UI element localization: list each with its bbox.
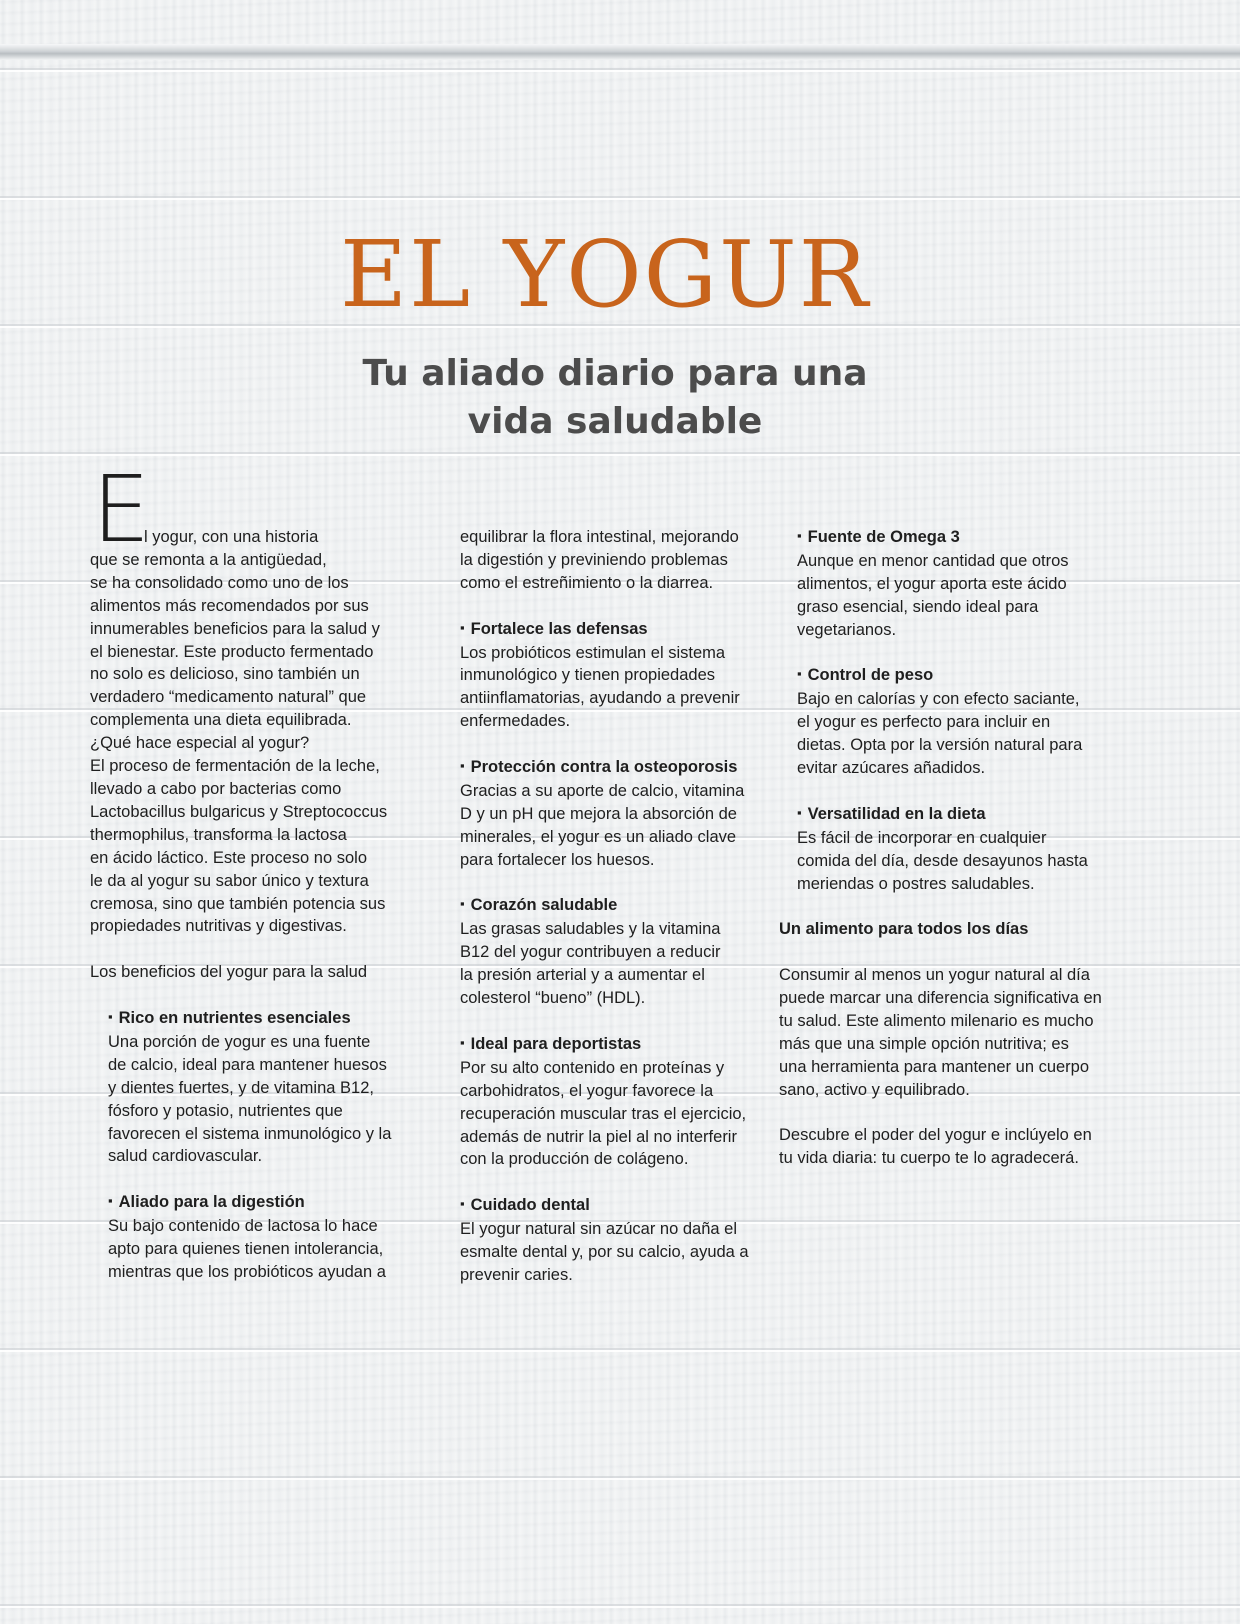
intro-line: verdadero “medicamento natural” que <box>90 688 367 707</box>
intro-line: ¿Qué hace especial al yogur? <box>90 734 310 753</box>
benefit-line: además de nutrir la piel al no interferir <box>460 1127 737 1146</box>
benefit-line: Por su alto contenido en proteínas y <box>460 1058 725 1077</box>
intro-line: l yogur, con una historia <box>144 528 319 546</box>
benefit-line: prevenir caries. <box>460 1265 573 1284</box>
benefit-title: ▪ Control de peso <box>797 664 1127 688</box>
benefit-title: ▪ Ideal para deportistas <box>460 1033 770 1057</box>
benefit-line: para fortalecer los huesos. <box>460 850 655 869</box>
benefit-title: ▪ Aliado para la digestión <box>108 1191 410 1215</box>
intro-line: en ácido láctico. Este proceso no solo <box>90 848 367 867</box>
benefit-line: dietas. Opta por la versión natural para <box>797 736 1083 755</box>
benefit-line: la presión arterial y a aumentar el <box>460 966 705 985</box>
benefit-line: evitar azúcares añadidos. <box>797 759 986 778</box>
benefit-line: colesterol “bueno” (HDL). <box>460 989 646 1008</box>
benefit-item <box>797 526 1127 642</box>
benefit-title: ▪ Corazón saludable <box>460 894 770 918</box>
benefit-line: carbohidratos, el yogur favorece la <box>460 1081 714 1100</box>
benefit-line: mientras que los probióticos ayudan a <box>108 1262 386 1281</box>
benefit-line: como el estreñimiento o la diarrea. <box>460 573 714 592</box>
intro-line: Lactobacillus bulgaricus y Streptococcus <box>90 802 388 821</box>
page-subtitle <box>0 350 1230 446</box>
benefit-line: de calcio, ideal para mantener huesos <box>108 1055 387 1074</box>
closing-heading: Un alimento para todos los días <box>779 920 1029 939</box>
closing-line: sano, activo y equilibrado. <box>779 1080 970 1099</box>
benefit-line: favorecen el sistema inmunológico y la <box>108 1124 392 1143</box>
intro-line: cremosa, sino que también potencia sus <box>90 894 386 913</box>
closing-line: Descubre el poder del yogur e inclúyelo en <box>779 1126 1092 1145</box>
benefit-title: ▪ Rico en nutrientes esenciales <box>108 1007 410 1031</box>
benefit-line: apto para quienes tienen intolerancia, <box>108 1240 384 1259</box>
intro-line: le da al yogur su sabor único y textura <box>90 871 369 890</box>
benefit-title: ▪ Cuidado dental <box>460 1194 770 1218</box>
benefit-line: comida del día, desde desayunos hasta <box>797 851 1088 870</box>
closing-line: tu salud. Este alimento milenario es mucho <box>779 1011 1094 1030</box>
benefit-item <box>797 664 1127 780</box>
benefit-line: antiinflamatorias, ayudando a prevenir <box>460 689 740 708</box>
benefit-line: alimentos, el yogur aporta este ácido <box>797 574 1067 593</box>
article-column-2 <box>460 526 770 1287</box>
benefit-line: D y un pH que mejora la absorción de <box>460 804 737 823</box>
intro-line: thermophilus, transforma la lactosa <box>90 825 347 844</box>
closing-line: más que una simple opción nutritiva; es <box>779 1034 1069 1053</box>
benefit-item <box>460 618 770 734</box>
drop-cap: E <box>92 456 151 563</box>
benefit-item <box>90 1191 410 1284</box>
wood-plank-groove <box>0 44 1240 60</box>
benefit-line: El yogur natural sin azúcar no daña el <box>460 1220 738 1239</box>
benefit-line: vegetarianos. <box>797 620 897 639</box>
benefit-line: Bajo en calorías y con efecto saciante, <box>797 690 1080 709</box>
subtitle-line: Tu aliado diario para una <box>362 353 868 394</box>
intro-line: el bienestar. Este producto fermentado <box>90 642 374 661</box>
benefits-heading: Los beneficios del yogur para la salud <box>90 963 368 982</box>
benefit-line: inmunológico y tienen propiedades <box>460 666 716 685</box>
closing-line: Consumir al menos un yogur natural al día <box>779 966 1090 985</box>
benefit-line: B12 del yogur contribuyen a reducir <box>460 943 721 962</box>
benefit-item <box>460 894 770 1010</box>
benefit-item <box>460 1033 770 1171</box>
intro-line: complementa una dieta equilibrada. <box>90 711 352 730</box>
page-title: EL YOGUR <box>340 221 870 328</box>
benefit-line: esmalte dental y, por su calcio, ayuda a <box>460 1243 749 1262</box>
benefit-line: y dientes fuertes, y de vitamina B12, <box>108 1078 374 1097</box>
closing-line: tu vida diaria: tu cuerpo te lo agradecerá. <box>779 1149 1079 1168</box>
article-column-3 <box>779 526 1127 1170</box>
benefit-line: Los probióticos estimulan el sistema <box>460 643 726 662</box>
benefit-title: ▪ Fuente de Omega 3 <box>797 526 1127 550</box>
intro-line: innumerables beneficios para la salud y <box>90 619 380 638</box>
benefit-title: ▪ Fortalece las defensas <box>460 618 770 642</box>
benefit-item <box>460 1194 770 1287</box>
benefit-line: equilibrar la flora intestinal, mejorando <box>460 528 739 546</box>
closing-section <box>779 918 1127 1170</box>
benefit-line: con la producción de colágeno. <box>460 1150 689 1169</box>
benefit-line: la digestión y previniendo problemas <box>460 550 728 569</box>
benefit-title: ▪ Versatilidad en la dieta <box>797 803 1127 827</box>
benefit-item <box>460 756 770 872</box>
benefit-line: salud cardiovascular. <box>108 1147 263 1166</box>
benefit-item <box>797 803 1127 896</box>
closing-line: una herramienta para mantener un cuerpo <box>779 1057 1090 1076</box>
benefit-line: Aunque en menor cantidad que otros <box>797 551 1069 570</box>
subtitle-line: vida saludable <box>467 401 763 442</box>
benefit-line: meriendas o postres saludables. <box>797 874 1035 893</box>
benefit-line: Es fácil de incorporar en cualquier <box>797 828 1047 847</box>
benefit-line: Su bajo contenido de lactosa lo hace <box>108 1217 378 1236</box>
intro-line: se ha consolidado como uno de los <box>90 573 349 592</box>
intro-line: que se remonta a la antigüedad, <box>90 550 327 569</box>
article-column-1 <box>90 526 410 1284</box>
benefit-line: el yogur es perfecto para incluir en <box>797 713 1051 732</box>
benefit-line: Gracias a su aporte de calcio, vitamina <box>460 781 745 800</box>
benefit-title: ▪ Protección contra la osteoporosis <box>460 756 770 780</box>
closing-line: puede marcar una diferencia significativa en <box>779 989 1102 1008</box>
benefit-line: recuperación muscular tras el ejercicio, <box>460 1104 747 1123</box>
intro-line: no solo es delicioso, sino también un <box>90 665 360 684</box>
intro-line: alimentos más recomendados por sus <box>90 596 369 615</box>
benefit-line: Una porción de yogur es una fuente <box>108 1032 371 1051</box>
benefit-line: fósforo y potasio, nutrientes que <box>108 1101 343 1120</box>
benefit-line: minerales, el yogur es un aliado clave <box>460 827 737 846</box>
benefit-item <box>90 1007 410 1168</box>
intro-line: El proceso de fermentación de la leche, <box>90 757 380 776</box>
intro-line: llevado a cabo por bacterias como <box>90 779 342 798</box>
benefit-line: enfermedades. <box>460 712 571 731</box>
intro-line: propiedades nutritivas y digestivas. <box>90 917 347 936</box>
benefit-line: graso esencial, siendo ideal para <box>797 597 1039 616</box>
benefit-line: Las grasas saludables y la vitamina <box>460 920 721 939</box>
